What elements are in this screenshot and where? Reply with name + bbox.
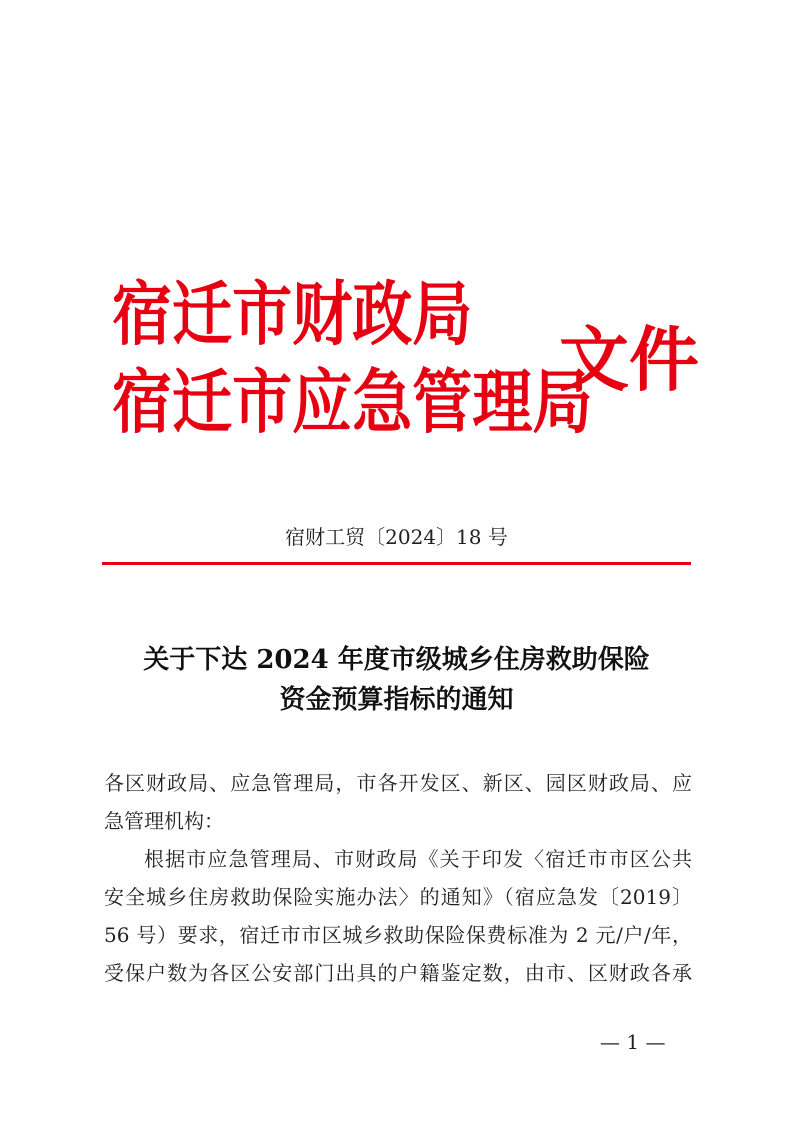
body-line: 受保户数为各区公安部门出具的户籍鉴定数，由市、区财政各承 xyxy=(104,961,692,985)
title-line-2: 资金预算指标的通知 xyxy=(279,685,514,715)
document-body xyxy=(104,764,692,992)
page-number: — 1 — xyxy=(600,1030,666,1054)
document-type-label: 文件 xyxy=(559,318,699,401)
document-number: 宿财工贸〔2024〕18 号 xyxy=(285,525,508,549)
body-line: 56 号）要求，宿迁市市区城乡救助保险保费标准为 2 元/户/年， xyxy=(104,923,692,947)
document-header xyxy=(112,272,699,462)
body-line: 根据市应急管理局、市财政局《关于印发〈宿迁市市区公共 xyxy=(144,847,692,871)
body-line: 急管理机构： xyxy=(104,809,224,833)
issuer-finance-bureau: 宿迁市财政局 xyxy=(112,273,473,355)
body-line: 安全城乡住房救助保险实施办法〉的通知》（宿应急发〔2019〕 xyxy=(104,885,692,909)
document-title xyxy=(0,640,793,720)
body-line: 各区财政局、应急管理局，市各开发区、新区、园区财政局、应 xyxy=(104,771,692,795)
issuer-emergency-bureau: 宿迁市应急管理局 xyxy=(112,361,593,443)
title-line-1: 关于下达 2024 年度市级城乡住房救助保险 xyxy=(143,645,650,675)
red-divider-line xyxy=(102,562,691,565)
